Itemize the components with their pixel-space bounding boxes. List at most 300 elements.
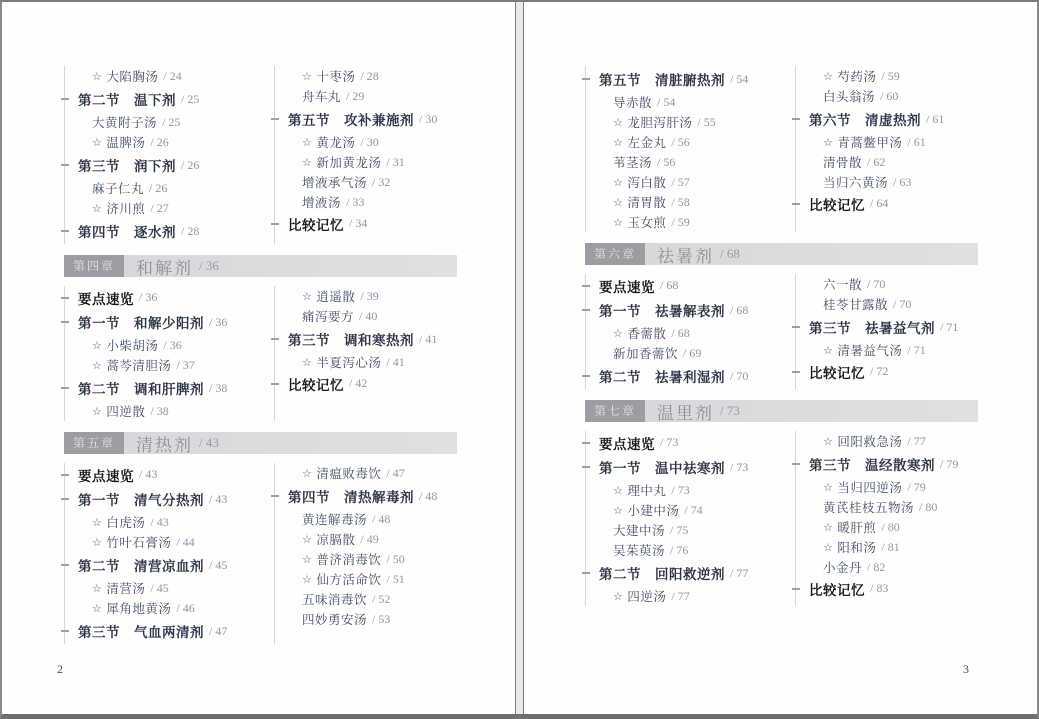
tick-mark — [582, 442, 590, 444]
formula-name: 大陷胸汤 — [106, 70, 159, 84]
tick-mark — [271, 338, 279, 340]
toc-highlight-row — [586, 274, 795, 297]
page-ref: / 41 — [419, 331, 438, 346]
page-ref: / 41 — [386, 354, 405, 369]
page-ref: / 36 — [209, 314, 228, 329]
toc-entry-row — [275, 549, 457, 569]
toc-columns — [64, 66, 457, 244]
tick-mark — [271, 223, 279, 225]
toc-entry-row — [586, 480, 795, 500]
star-icon: ☆ — [613, 484, 624, 497]
page-ref: / 71 — [940, 319, 959, 334]
star-icon: ☆ — [92, 339, 103, 352]
toc-entry-row — [796, 497, 978, 517]
section-label: 第三节 — [809, 458, 851, 473]
page-ref: / 45 — [150, 580, 169, 595]
page-ref: / 73 — [660, 435, 679, 449]
page-ref: / 57 — [671, 174, 690, 189]
page-ref: / 40 — [359, 308, 378, 323]
star-icon: ☆ — [823, 344, 834, 357]
page-ref: / 68 — [730, 302, 749, 317]
toc-entry-row — [65, 335, 274, 355]
toc-entry-row — [586, 343, 795, 363]
tick-mark — [61, 387, 69, 389]
toc-entry-row — [586, 323, 795, 343]
page-ref: / 61 — [926, 111, 945, 126]
section-label: 第二节 — [599, 567, 641, 582]
chapter-badge: 第五章 — [64, 432, 124, 454]
page-ref: / 47 — [209, 623, 228, 638]
page-ref: / 38 — [150, 403, 169, 418]
toc-entry-row — [65, 355, 274, 375]
section-label: 第二节 — [78, 382, 120, 397]
toc-section-row — [65, 309, 274, 335]
chapter-badge: 第六章 — [585, 243, 645, 265]
section-label: 第二节 — [599, 370, 641, 385]
chapter-header — [64, 432, 457, 454]
section-title: 调和肝脾剂 — [134, 382, 204, 397]
star-icon: ☆ — [302, 467, 313, 480]
tick-mark — [792, 203, 800, 205]
page-ref: / 56 — [657, 154, 676, 169]
tick-mark — [792, 326, 800, 328]
toc-highlight-row — [275, 372, 457, 395]
page-ref: / 53 — [372, 611, 391, 626]
page-ref: / 28 — [181, 223, 200, 238]
page-ref: / 74 — [684, 502, 703, 517]
page-ref: / 64 — [870, 196, 889, 210]
formula-name: 温脾汤 — [106, 136, 146, 150]
toc-section-row — [65, 486, 274, 512]
toc-column — [795, 66, 978, 232]
highlight-title: 要点速览 — [599, 436, 655, 452]
star-icon: ☆ — [613, 136, 624, 149]
page-ref: / 80 — [881, 519, 900, 534]
page-ref: / 70 — [730, 368, 749, 383]
star-icon: ☆ — [302, 290, 313, 303]
toc-entry-row — [586, 212, 795, 232]
section-title: 清营凉血剂 — [134, 559, 204, 574]
toc-block — [585, 400, 978, 606]
section-title: 回阳救逆剂 — [655, 567, 725, 582]
formula-name: 小金丹 — [823, 561, 863, 575]
page-ref: / 47 — [386, 465, 405, 480]
page-ref: / 82 — [867, 559, 886, 574]
tick-mark — [792, 118, 800, 120]
toc-entry-row — [586, 112, 795, 132]
section-label: 第五节 — [599, 73, 641, 88]
toc-entry-row — [275, 589, 457, 609]
book-spread — [2, 2, 1037, 714]
toc-entry-row — [586, 192, 795, 212]
toc-columns — [585, 66, 978, 232]
toc-entry-row — [586, 540, 795, 560]
page-ref: / 76 — [670, 542, 689, 557]
formula-name: 小建中汤 — [627, 504, 680, 518]
page-ref: / 72 — [870, 364, 889, 378]
page-ref: / 63 — [893, 174, 912, 189]
section-title: 祛暑利湿剂 — [655, 370, 725, 385]
formula-name: 吴茱萸汤 — [613, 544, 666, 558]
star-icon: ☆ — [823, 541, 834, 554]
tick-mark — [271, 383, 279, 385]
section-label: 第二节 — [78, 93, 120, 108]
formula-name: 增液汤 — [302, 196, 342, 210]
star-icon: ☆ — [302, 156, 313, 169]
page-ref: / 44 — [176, 534, 195, 549]
page-ref: / 77 — [730, 565, 749, 580]
tick-mark — [271, 495, 279, 497]
toc-entry-row — [65, 598, 274, 618]
toc-section-row — [586, 363, 795, 389]
toc-column — [64, 66, 274, 244]
toc-block — [64, 255, 457, 421]
star-icon: ☆ — [302, 573, 313, 586]
star-icon: ☆ — [302, 533, 313, 546]
formula-name: 理中丸 — [627, 484, 667, 498]
page-ref: / 77 — [907, 433, 926, 448]
section-label: 第一节 — [78, 316, 120, 331]
page-ref: / 48 — [419, 488, 438, 503]
star-icon: ☆ — [823, 136, 834, 149]
formula-name: 四逆散 — [106, 405, 146, 419]
page-content-left — [64, 66, 457, 644]
toc-section-row — [65, 375, 274, 401]
page-ref: / 43 — [150, 514, 169, 529]
page-ref: / 25 — [162, 114, 181, 129]
chapter-badge: 第四章 — [64, 255, 124, 277]
toc-entry-row — [796, 517, 978, 537]
toc-entry-row — [586, 132, 795, 152]
page-ref: / 33 — [346, 194, 365, 209]
page-ref: / 43 — [209, 491, 228, 506]
page-ref: / 79 — [940, 456, 959, 471]
section-title: 清虚热剂 — [865, 113, 921, 128]
page-ref: / 26 — [181, 157, 200, 172]
toc-section-row — [65, 218, 274, 244]
toc-entry-row — [796, 537, 978, 557]
formula-name: 龙胆泻肝汤 — [627, 116, 693, 130]
formula-name: 清暑益气汤 — [837, 344, 903, 358]
tick-mark — [582, 78, 590, 80]
star-icon: ☆ — [613, 216, 624, 229]
formula-name: 新加香薷饮 — [613, 347, 679, 361]
tick-mark — [582, 466, 590, 468]
page-ref: / 70 — [867, 276, 886, 291]
page-ref: / 69 — [683, 345, 702, 360]
formula-name: 清瘟败毒饮 — [316, 467, 382, 481]
chapter-badge: 第七章 — [585, 400, 645, 422]
tick-mark — [271, 118, 279, 120]
tick-mark — [61, 630, 69, 632]
star-icon: ☆ — [613, 196, 624, 209]
toc-section-row — [796, 314, 978, 340]
toc-block — [585, 66, 978, 232]
formula-name: 凉膈散 — [316, 533, 356, 547]
star-icon: ☆ — [823, 70, 834, 83]
toc-entry-row — [65, 66, 274, 86]
formula-name: 青蒿鳖甲汤 — [837, 136, 903, 150]
star-icon: ☆ — [613, 504, 624, 517]
toc-block — [64, 432, 457, 644]
tick-mark — [61, 564, 69, 566]
page-ref: / 77 — [671, 588, 690, 603]
toc-section-row — [586, 454, 795, 480]
page-right — [524, 2, 1037, 714]
toc-highlight-row — [796, 577, 978, 600]
page-ref: / 49 — [360, 531, 379, 546]
chapter-title: 温里剂 — [657, 403, 715, 423]
formula-name: 四逆汤 — [627, 590, 667, 604]
toc-entry-row — [796, 431, 978, 451]
star-icon: ☆ — [92, 536, 103, 549]
toc-section-row — [796, 451, 978, 477]
toc-entry-row — [586, 520, 795, 540]
formula-name: 白虎汤 — [106, 516, 146, 530]
page-gutter — [515, 2, 524, 714]
page-left — [2, 2, 515, 714]
section-title: 润下剂 — [134, 159, 176, 174]
toc-column — [585, 274, 795, 389]
toc-entry-row — [796, 86, 978, 106]
toc-entry-row — [275, 306, 457, 326]
toc-section-row — [65, 552, 274, 578]
formula-name: 大建中汤 — [613, 524, 666, 538]
section-label: 第六节 — [809, 113, 851, 128]
toc-columns — [64, 463, 457, 644]
section-label: 第一节 — [599, 304, 641, 319]
page-content-right — [585, 66, 978, 606]
formula-name: 四妙勇安汤 — [302, 613, 368, 627]
chapter-page-ref: / 43 — [199, 435, 219, 450]
page-ref: / 43 — [139, 467, 158, 481]
tick-mark — [61, 297, 69, 299]
formula-name: 当归六黄汤 — [823, 176, 889, 190]
toc-entry-row — [65, 512, 274, 532]
toc-section-row — [586, 66, 795, 92]
tick-mark — [61, 474, 69, 476]
toc-columns — [585, 274, 978, 389]
formula-name: 济川煎 — [106, 202, 146, 216]
section-label: 第三节 — [78, 625, 120, 640]
tick-mark — [582, 285, 590, 287]
page-ref: / 62 — [867, 154, 886, 169]
toc-highlight-row — [796, 360, 978, 383]
highlight-title: 要点速览 — [78, 468, 134, 484]
page-ref: / 73 — [730, 459, 749, 474]
tick-mark — [582, 572, 590, 574]
star-icon: ☆ — [823, 481, 834, 494]
page-number-right: 3 — [963, 662, 969, 676]
formula-name: 麻子仁丸 — [92, 182, 145, 196]
section-label: 第四节 — [288, 490, 330, 505]
formula-name: 回阳救急汤 — [837, 435, 903, 449]
toc-entry-row — [65, 132, 274, 152]
star-icon: ☆ — [92, 516, 103, 529]
star-icon: ☆ — [823, 521, 834, 534]
page-ref: / 73 — [671, 482, 690, 497]
star-icon: ☆ — [92, 359, 103, 372]
page-ref: / 45 — [209, 557, 228, 572]
formula-name: 黄龙汤 — [316, 136, 356, 150]
toc-column — [64, 463, 274, 644]
toc-column — [585, 431, 795, 606]
toc-section-row — [65, 86, 274, 112]
toc-entry-row — [796, 152, 978, 172]
toc-entry-row — [796, 557, 978, 577]
page-ref: / 60 — [880, 88, 899, 103]
page-ref: / 34 — [349, 216, 368, 230]
formula-name: 芍药汤 — [837, 70, 877, 84]
section-label: 第四节 — [78, 225, 120, 240]
section-title: 温中祛寒剂 — [655, 461, 725, 476]
page-ref: / 79 — [907, 479, 926, 494]
section-label: 第二节 — [78, 559, 120, 574]
toc-entry-row — [275, 152, 457, 172]
star-icon: ☆ — [92, 602, 103, 615]
page-ref: / 61 — [907, 134, 926, 149]
page-ref: / 58 — [671, 194, 690, 209]
toc-entry-row — [586, 152, 795, 172]
toc-entry-row — [65, 198, 274, 218]
formula-name: 香薷散 — [627, 327, 667, 341]
page-ref: / 70 — [893, 296, 912, 311]
formula-name: 苇茎汤 — [613, 156, 653, 170]
page-ref: / 32 — [372, 174, 391, 189]
page-ref: / 48 — [372, 511, 391, 526]
formula-name: 增液承气汤 — [302, 176, 368, 190]
star-icon: ☆ — [92, 582, 103, 595]
toc-entry-row — [796, 66, 978, 86]
page-ref: / 54 — [730, 71, 749, 86]
page-ref: / 75 — [670, 522, 689, 537]
formula-name: 清骨散 — [823, 156, 863, 170]
page-ref: / 27 — [150, 200, 169, 215]
toc-highlight-row — [65, 286, 274, 309]
page-ref: / 51 — [386, 571, 405, 586]
page-ref: / 28 — [360, 68, 379, 83]
section-label: 第五节 — [288, 113, 330, 128]
tick-mark — [792, 588, 800, 590]
formula-name: 大黄附子汤 — [92, 116, 158, 130]
formula-name: 舟车丸 — [302, 90, 342, 104]
toc-entry-row — [65, 178, 274, 198]
toc-entry-row — [796, 294, 978, 314]
highlight-title: 比较记忆 — [288, 217, 344, 233]
formula-name: 六一散 — [823, 278, 863, 292]
section-title: 和解少阳剂 — [134, 316, 204, 331]
star-icon: ☆ — [302, 70, 313, 83]
formula-name: 逍遥散 — [316, 290, 356, 304]
chapter-page-ref: / 73 — [720, 403, 740, 418]
formula-name: 白头翁汤 — [823, 90, 876, 104]
toc-entry-row — [275, 529, 457, 549]
toc-block — [64, 66, 457, 244]
section-title: 逐水剂 — [134, 225, 176, 240]
toc-section-row — [275, 483, 457, 509]
toc-entry-row — [65, 112, 274, 132]
page-ref: / 81 — [881, 539, 900, 554]
toc-columns — [585, 431, 978, 606]
page-ref: / 30 — [419, 111, 438, 126]
star-icon: ☆ — [613, 327, 624, 340]
formula-name: 左金丸 — [627, 136, 667, 150]
toc-section-row — [65, 152, 274, 178]
star-icon: ☆ — [92, 202, 103, 215]
tick-mark — [61, 98, 69, 100]
chapter-title: 清热剂 — [136, 435, 194, 455]
toc-section-row — [65, 618, 274, 644]
tick-mark — [582, 375, 590, 377]
toc-entry-row — [586, 500, 795, 520]
highlight-title: 比较记忆 — [809, 582, 865, 598]
toc-entry-row — [275, 66, 457, 86]
section-title: 温下剂 — [134, 93, 176, 108]
highlight-title: 比较记忆 — [809, 197, 865, 213]
toc-block — [585, 243, 978, 389]
page-ref: / 80 — [919, 499, 938, 514]
toc-section-row — [586, 297, 795, 323]
section-title: 祛暑益气剂 — [865, 321, 935, 336]
section-label: 第三节 — [288, 333, 330, 348]
chapter-header — [585, 400, 978, 422]
section-title: 祛暑解表剂 — [655, 304, 725, 319]
toc-entry-row — [275, 192, 457, 212]
chapter-title: 祛暑剂 — [657, 246, 715, 266]
toc-entry-row — [275, 286, 457, 306]
formula-name: 五味消毒饮 — [302, 593, 368, 607]
formula-name: 犀角地黄汤 — [106, 602, 172, 616]
star-icon: ☆ — [92, 70, 103, 83]
tick-mark — [582, 309, 590, 311]
toc-section-row — [275, 326, 457, 352]
star-icon: ☆ — [302, 356, 313, 369]
page-ref: / 26 — [150, 134, 169, 149]
page-ref: / 30 — [360, 134, 379, 149]
tick-mark — [792, 463, 800, 465]
star-icon: ☆ — [92, 136, 103, 149]
page-ref: / 24 — [163, 68, 182, 83]
star-icon: ☆ — [302, 136, 313, 149]
highlight-title: 要点速览 — [599, 279, 655, 295]
toc-section-row — [796, 106, 978, 132]
page-ref: / 36 — [139, 290, 158, 304]
toc-highlight-row — [275, 212, 457, 235]
star-icon: ☆ — [613, 590, 624, 603]
page-ref: / 26 — [149, 180, 168, 195]
page-ref: / 25 — [181, 91, 200, 106]
section-title: 温经散寒剂 — [865, 458, 935, 473]
star-icon: ☆ — [302, 553, 313, 566]
toc-entry-row — [275, 609, 457, 629]
formula-name: 泻白散 — [627, 176, 667, 190]
tick-mark — [61, 321, 69, 323]
chapter-title: 和解剂 — [136, 258, 194, 278]
formula-name: 半夏泻心汤 — [316, 356, 382, 370]
page-ref: / 54 — [657, 94, 676, 109]
tick-mark — [61, 230, 69, 232]
formula-name: 痛泻要方 — [302, 310, 355, 324]
page-ref: / 83 — [870, 581, 889, 595]
formula-name: 普济消毒饮 — [316, 553, 382, 567]
toc-column — [274, 286, 457, 421]
chapter-header — [64, 255, 457, 277]
toc-section-row — [275, 106, 457, 132]
page-ref: / 42 — [349, 376, 368, 390]
page-ref: / 59 — [671, 214, 690, 229]
page-ref: / 59 — [881, 68, 900, 83]
toc-highlight-row — [65, 463, 274, 486]
